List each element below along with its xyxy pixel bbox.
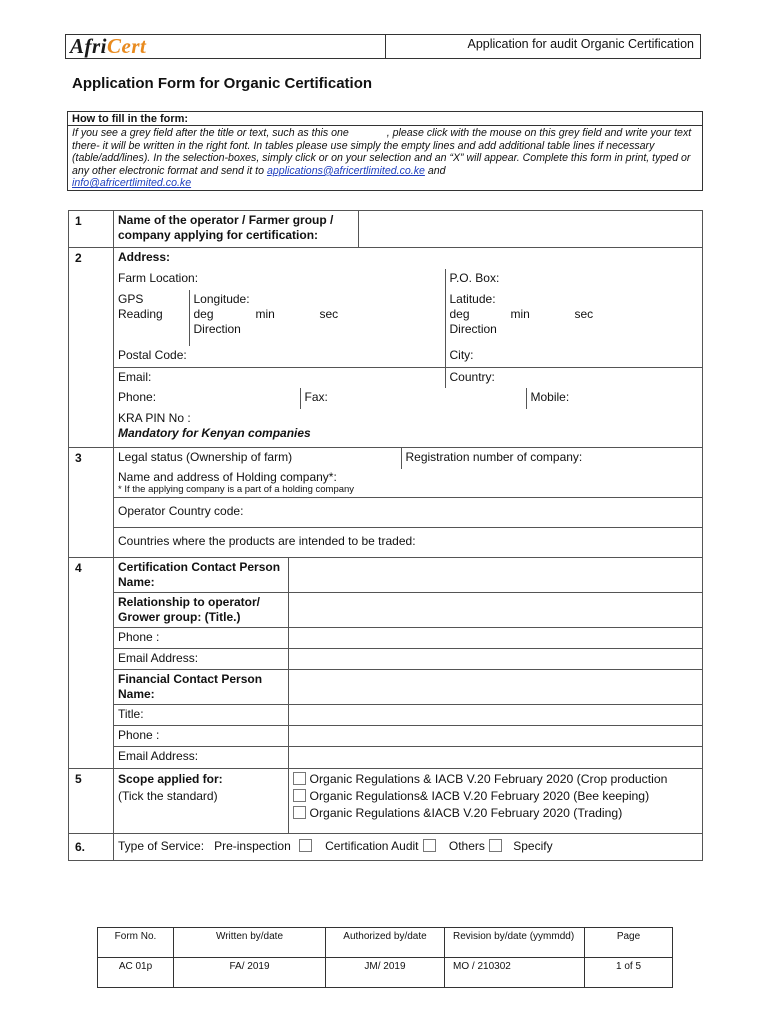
operator-country-code-field[interactable]: Operator Country code: [114, 498, 702, 528]
instructions-heading: How to fill in the form: [68, 112, 702, 126]
contact-phone-field[interactable] [288, 628, 702, 649]
specify-field[interactable]: Specify [513, 838, 553, 853]
fax-field[interactable]: Fax: [300, 388, 526, 409]
financial-phone-label: Phone : [114, 726, 288, 747]
phone-field[interactable]: Phone: [114, 388, 300, 409]
scope-option-trading[interactable]: Organic Regulations &IACB V.20 February 2020 (Trading) [291, 805, 699, 822]
financial-email-field[interactable] [288, 747, 702, 768]
page-title: Application Form for Organic Certification [72, 75, 373, 92]
section-5-row [69, 768, 703, 833]
contact-phone-label: Phone : [114, 628, 288, 649]
form-no-header: Form No. [98, 928, 174, 958]
section-3-row [69, 448, 703, 558]
farm-location-field[interactable]: Farm Location: [114, 269, 445, 290]
applications-email-link[interactable]: applications@africertlimited.co.ke [266, 164, 425, 177]
countries-traded-field[interactable]: Countries where the products are intended to be traded: [118, 534, 416, 548]
financial-contact-field[interactable] [288, 670, 702, 705]
postal-code-field[interactable]: Postal Code: [114, 346, 445, 367]
financial-email-label: Email Address: [114, 747, 288, 768]
section-number: 3 [69, 448, 114, 558]
financial-title-label: Title: [114, 705, 288, 726]
city-field[interactable]: City: [445, 346, 702, 367]
contact-person-label: Certification Contact Person Name: [114, 558, 288, 593]
others-checkbox[interactable] [489, 839, 502, 852]
financial-phone-field[interactable] [288, 726, 702, 747]
section-number: 1 [69, 211, 114, 248]
operator-name-field[interactable] [358, 211, 702, 247]
address-label: Address: [118, 250, 171, 264]
section-number: 5 [69, 768, 114, 833]
instructions-text: If you see a grey field after the title or text, such as this one , please click with the mouse on this grey field and write your text there- it will be written in the right font. In tables please use simply the empty lines and add additional table lines if necessary (table/add/lines). In the selection-boxes, simply click or on your selection and an “X” will appear. Complete this form in print, typed or any other electronic format and send it to applications@africertlimited.co.ke and info@africertlimited.co.ke [72, 127, 692, 190]
section-number: 4 [69, 557, 114, 768]
logo-cell [66, 35, 386, 58]
contact-email-field[interactable] [288, 649, 702, 670]
email-field[interactable]: Email: [114, 367, 445, 388]
authorized-by-value: JM/ 2019 [326, 958, 445, 988]
scope-label: Scope applied for: (Tick the standard) [114, 769, 288, 833]
page-header: Page [585, 928, 673, 958]
pre-inspection-checkbox[interactable] [299, 839, 312, 852]
type-of-service-row: Type of Service: Pre-inspection Certification Audit Others Specify [118, 838, 553, 853]
instructions-box [67, 111, 703, 191]
written-by-header: Written by/date [174, 928, 326, 958]
scope-option-bee[interactable]: Organic Regulations& IACB V.20 February 2020 (Bee keeping) [291, 788, 699, 805]
scope-option-crop[interactable]: Organic Regulations & IACB V.20 February 2020 (Crop production [291, 771, 699, 788]
document-header [65, 34, 701, 59]
revision-by-value: MO / 210302 [445, 958, 585, 988]
section-number: 2 [69, 248, 114, 448]
po-box-field[interactable]: P.O. Box: [449, 271, 500, 285]
header-title: Application for audit Organic Certification [467, 37, 694, 51]
authorized-by-header: Authorized by/date [326, 928, 445, 958]
document-footer-table [97, 927, 673, 988]
application-form-table [68, 210, 703, 861]
mobile-field[interactable]: Mobile: [530, 390, 570, 404]
financial-title-field[interactable] [288, 705, 702, 726]
contact-person-field[interactable] [288, 558, 702, 593]
country-field[interactable]: Country: [449, 369, 495, 384]
legal-status-field[interactable]: Legal status (Ownership of farm) [114, 448, 401, 469]
relationship-field[interactable] [288, 593, 702, 628]
operator-name-label: Name of the operator / Farmer group / company applying for certification: [114, 211, 358, 247]
certification-audit-checkbox[interactable] [423, 839, 436, 852]
section-number: 6. [69, 833, 114, 860]
latitude-field[interactable]: Latitude: deg min sec Direction [449, 292, 594, 336]
africert-logo: AfriCert [70, 34, 147, 58]
bee-keeping-checkbox[interactable] [293, 789, 306, 802]
page-value: 1 of 5 [585, 958, 673, 988]
info-email-link[interactable]: info@africertlimited.co.ke [72, 177, 192, 190]
written-by-value: FA/ 2019 [174, 958, 326, 988]
section-4-row [69, 557, 703, 768]
section-6-row [69, 833, 703, 860]
contact-email-label: Email Address: [114, 649, 288, 670]
scope-options [288, 769, 702, 833]
holding-company-field[interactable]: Name and address of Holding company*: * If the applying company is a part of a holding company [114, 469, 702, 498]
longitude-field[interactable]: Longitude: deg min sec Direction [189, 290, 445, 346]
gps-reading-label: GPS Reading [114, 290, 189, 346]
crop-production-checkbox[interactable] [293, 772, 306, 785]
revision-by-header: Revision by/date (yymmdd) [445, 928, 585, 958]
section-1-row [69, 211, 703, 248]
kra-pin-field[interactable]: KRA PIN No : Mandatory for Kenyan companies [118, 411, 311, 440]
trading-checkbox[interactable] [293, 806, 306, 819]
financial-contact-label: Financial Contact Person Name: [114, 670, 288, 705]
section-2-row [69, 248, 703, 448]
registration-number-field[interactable]: Registration number of company: [405, 450, 583, 464]
form-no-value: AC 01p [98, 958, 174, 988]
relationship-label: Relationship to operator/ Grower group: (Title.) [114, 593, 288, 628]
